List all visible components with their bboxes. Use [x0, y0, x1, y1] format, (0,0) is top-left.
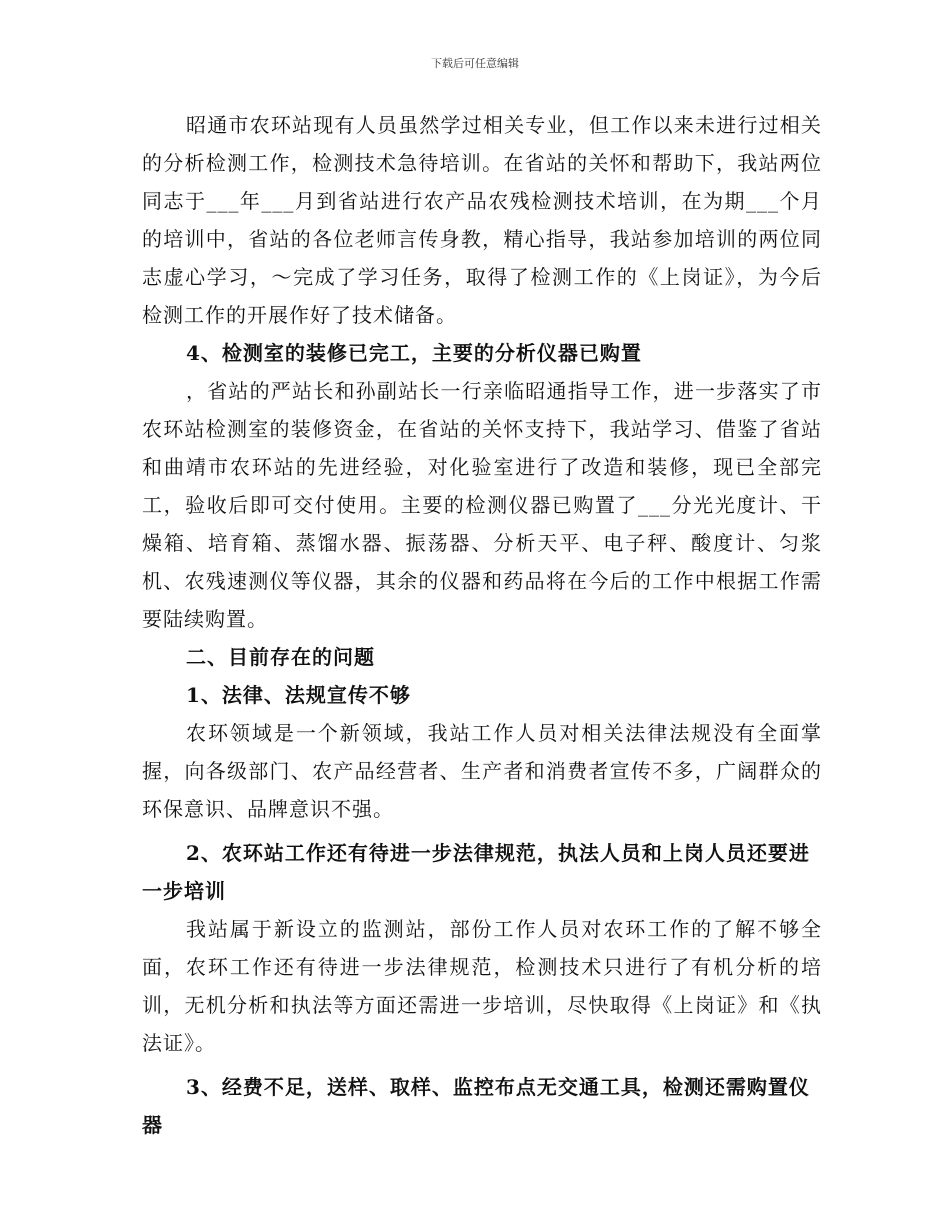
- heading-law-publicity: 1、法律、法规宣传不够: [186, 683, 411, 707]
- paragraph-training: 昭通市农环站现有人员虽然学过相关专业，但工作以来未进行过相关的分析检测工作，检测技术急待培训。在省站的关怀和帮助下，我站两位同志于___年___月到省站进行农产品农残检测技术培训，在为期___个月的培训中，省站的各位老师言传身教，精心指导，我站参加培训的两位同志虚心学习，～完成了学习任务，取得了检测工作的《上岗证》，为今后检测工作的开展作好了技术储备。: [142, 113, 822, 327]
- paragraph-legal-standardization: 我站属于新设立的监测站，部份工作人员对农环工作的了解不够全面，农环工作还有待进一步法律规范，检测技术只进行了有机分析的培训，无机分析和执法等方面还需进一步培训，尽快取得《上岗证》和《执法证》。: [142, 917, 822, 1055]
- page-header-note: 下载后可任意编辑: [431, 57, 519, 70]
- heading-funding-shortage: 3、经费不足，送样、取样、监控布点无交通工具，检测还需购置仪器: [142, 1075, 810, 1137]
- paragraph-lab-renovation: ，省站的严站长和孙副站长一行亲临昭通指导工作，进一步落实了市农环站检测室的装修资金，在省站的关怀支持下，我站学习、借鉴了省站和曲靖市农环站的先进经验，对化验室进行了改造和装修，现已全部完工，验收后即可交付使用。主要的检测仪器已购置了___分光光度计、干燥箱、培育箱、蒸馏水器、振荡器、分析天平、电子秤、酸度计、匀浆机、农残速测仪等仪器，其余的仪器和药品将在今后的工作中根据工作需要陆续购置。: [142, 379, 822, 631]
- document-body: [142, 106, 822, 1144]
- heading-current-problems: 二、目前存在的问题: [186, 645, 375, 669]
- heading-lab-renovation: 4、检测室的装修已完工，主要的分析仪器已购置: [186, 341, 642, 365]
- heading-legal-standardization: 2、农环站工作还有待进一步法律规范，执法人员和上岗人员还要进一步培训: [142, 841, 810, 903]
- paragraph-law-publicity: 农环领域是一个新领域，我站工作人员对相关法律法规没有全面掌握，向各级部门、农产品经营者、生产者和消费者宣传不多，广阔群众的环保意识、品牌意识不强。: [142, 721, 822, 821]
